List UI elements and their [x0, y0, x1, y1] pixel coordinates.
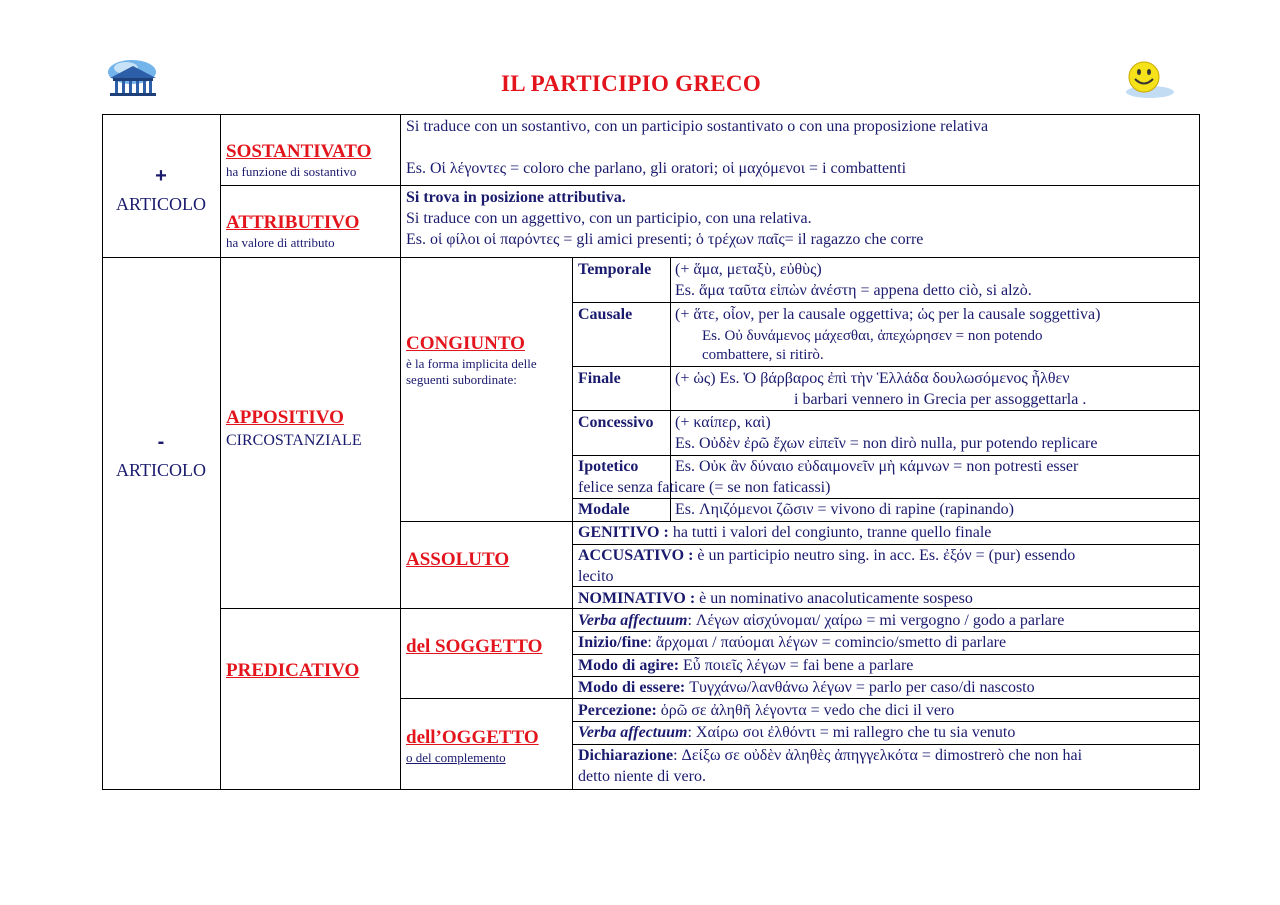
oggetto-label: Verba affectuum	[578, 724, 688, 741]
concessivo-example: Es. Οὐδὲν ἐρῶ ἔχων εἰπεῖν = non dirò nulla, pur potendo replicare	[675, 435, 1098, 452]
accusativo-text: è un participio neutro sing. in acc. Es. ἐξόν = (pur) essendo	[693, 547, 1076, 564]
sostantivato-heading: SOSTANTIVATO	[226, 141, 372, 162]
modale-example: Es. Ληιζόμενοι ζῶσιν = vivono di rapine (rapinando)	[675, 501, 1014, 518]
soggetto-row	[578, 610, 1064, 631]
concessivo-text: (+ καίπερ, καὶ)	[675, 414, 771, 431]
modale-label: Modale	[578, 501, 630, 518]
attributivo-example: Es. οἱ φίλοι οἱ παρόντες = gli amici presenti; ὁ τρέχων παῖς= il ragazzo che corre	[406, 231, 924, 248]
genitivo-text: ha tutti i valori del congiunto, tranne quello finale	[668, 524, 992, 541]
attributivo-rule: Si trova in posizione attributiva.	[406, 189, 626, 206]
ipotetico-example: felice senza faticare (= se non faticassi)	[578, 479, 831, 496]
attributivo-text: Si traduce con un aggettivo, con un participio, con una relativa.	[406, 210, 812, 227]
soggetto-text: Τυγχάνω/λανθάνω λέγων = parlo per caso/di nascosto	[685, 679, 1035, 696]
soggetto-heading: del SOGGETTO	[406, 636, 543, 657]
finale-text: (+ ὡς) Es. Ὁ βάρβαρος ἐπὶ τὴν Ἑλλάδα δουλωσόμενος ἦλθεν	[675, 370, 1070, 387]
genitivo-row	[578, 522, 991, 543]
sostantivato-text: Si traduce con un sostantivo, con un participio sostantivato o con una proposizione relativa	[406, 118, 989, 135]
finale-example: i barbari vennero in Grecia per assoggettarla .	[794, 391, 1087, 408]
appositivo-heading: APPOSITIVO	[226, 407, 344, 428]
oggetto-text: detto niente di vero.	[578, 768, 706, 785]
participle-table	[102, 114, 1200, 790]
concessivo-label: Concessivo	[578, 414, 654, 431]
nominativo-text: è un nominativo anacoluticamente sospeso	[695, 590, 973, 607]
oggetto-text: : Χαίρω σοι ἐλθόντι = mi rallegro che tu sia venuto	[687, 724, 1016, 741]
genitivo-label: GENITIVO :	[578, 524, 669, 541]
soggetto-text: : Λέγων αἰσχύνομαι/ χαίρω = mi vergogno / godo a parlare	[687, 612, 1065, 629]
accusativo-text: lecito	[578, 568, 614, 585]
sostantivato-example: Es. Οἱ λέγοντες = coloro che parlano, gli oratori; οἱ μαχόμενοι = i combattenti	[406, 160, 907, 177]
plus-sign: +	[155, 165, 167, 187]
causale-label: Causale	[578, 306, 633, 323]
oggetto-row	[578, 722, 1015, 743]
oggetto-row	[578, 745, 1082, 766]
ipotetico-label: Ipotetico	[578, 458, 639, 475]
soggetto-text: Εὖ ποιεῖς λέγων = fai bene a parlare	[679, 657, 914, 674]
causale-text: (+ ἅτε, οἷον, per la causale oggettiva; ὡς per la causale soggettiva)	[675, 306, 1101, 323]
oggetto-row	[578, 700, 954, 721]
finale-label: Finale	[578, 370, 621, 387]
ipotetico-example: Es. Οὐκ ἂν δύναιο εὐδαιμονεῖν μὴ κάμνων = non potresti esser	[675, 458, 1079, 475]
soggetto-row	[578, 655, 913, 676]
accusativo-row	[578, 545, 1075, 566]
accusativo-label: ACCUSATIVO :	[578, 547, 694, 564]
causale-example: combattere, si ritirò.	[702, 347, 824, 363]
attributivo-desc: ha valore di attributo	[226, 235, 335, 250]
oggetto-desc: o del complemento	[406, 750, 506, 765]
temporale-example: Es. ἅμα ταῦτα εἰπὼν ἀνέστη = appena detto ciò, si alzò.	[675, 282, 1032, 299]
congiunto-heading: CONGIUNTO	[406, 333, 525, 354]
assoluto-heading: ASSOLUTO	[406, 549, 510, 570]
soggetto-text: : ἄρχομαι / παύομαι λέγων = comincio/smetto di parlare	[647, 634, 1007, 651]
temporale-label: Temporale	[578, 261, 652, 278]
soggetto-row	[578, 677, 1035, 698]
soggetto-label: Inizio/fine	[578, 634, 648, 651]
congiunto-desc: è la forma implicita delle	[406, 356, 537, 371]
articolo-label: ARTICOLO	[116, 460, 206, 480]
soggetto-row	[578, 632, 1006, 653]
soggetto-label: Modo di agire:	[578, 657, 680, 674]
sostantivato-desc: ha funzione di sostantivo	[226, 164, 357, 179]
temporale-text: (+ ἅμα, μεταξὺ, εὐθὺς)	[675, 261, 822, 278]
articolo-label: ARTICOLO	[116, 194, 206, 214]
attributivo-heading: ATTRIBUTIVO	[226, 212, 360, 233]
appositivo-desc: CIRCOSTANZIALE	[226, 432, 362, 449]
congiunto-desc: seguenti subordinate:	[406, 372, 517, 387]
oggetto-text: : Δείξω σε οὐδὲν ἀληθὲς ἀπηγγελκότα = dimostrerò che non hai	[673, 747, 1083, 764]
oggetto-heading: dell’OGGETTO	[406, 727, 539, 748]
oggetto-text: ὁρῶ σε ἀληθῆ λέγοντα = vedo che dici il vero	[656, 702, 955, 719]
soggetto-label: Verba affectuum	[578, 612, 688, 629]
oggetto-label: Percezione:	[578, 702, 657, 719]
soggetto-label: Modo di essere:	[578, 679, 686, 696]
nominativo-row	[578, 588, 973, 609]
minus-sign: -	[157, 431, 165, 453]
nominativo-label: NOMINATIVO :	[578, 590, 696, 607]
oggetto-label: Dichiarazione	[578, 747, 674, 764]
smiley-icon	[1120, 58, 1176, 102]
page-title: IL PARTICIPIO GRECO	[500, 71, 762, 96]
predicativo-heading: PREDICATIVO	[226, 660, 360, 681]
causale-example: Es. Οὐ δυνάμενος μάχεσθαι, ἀπεχώρησεν = non potendo	[702, 328, 1043, 344]
